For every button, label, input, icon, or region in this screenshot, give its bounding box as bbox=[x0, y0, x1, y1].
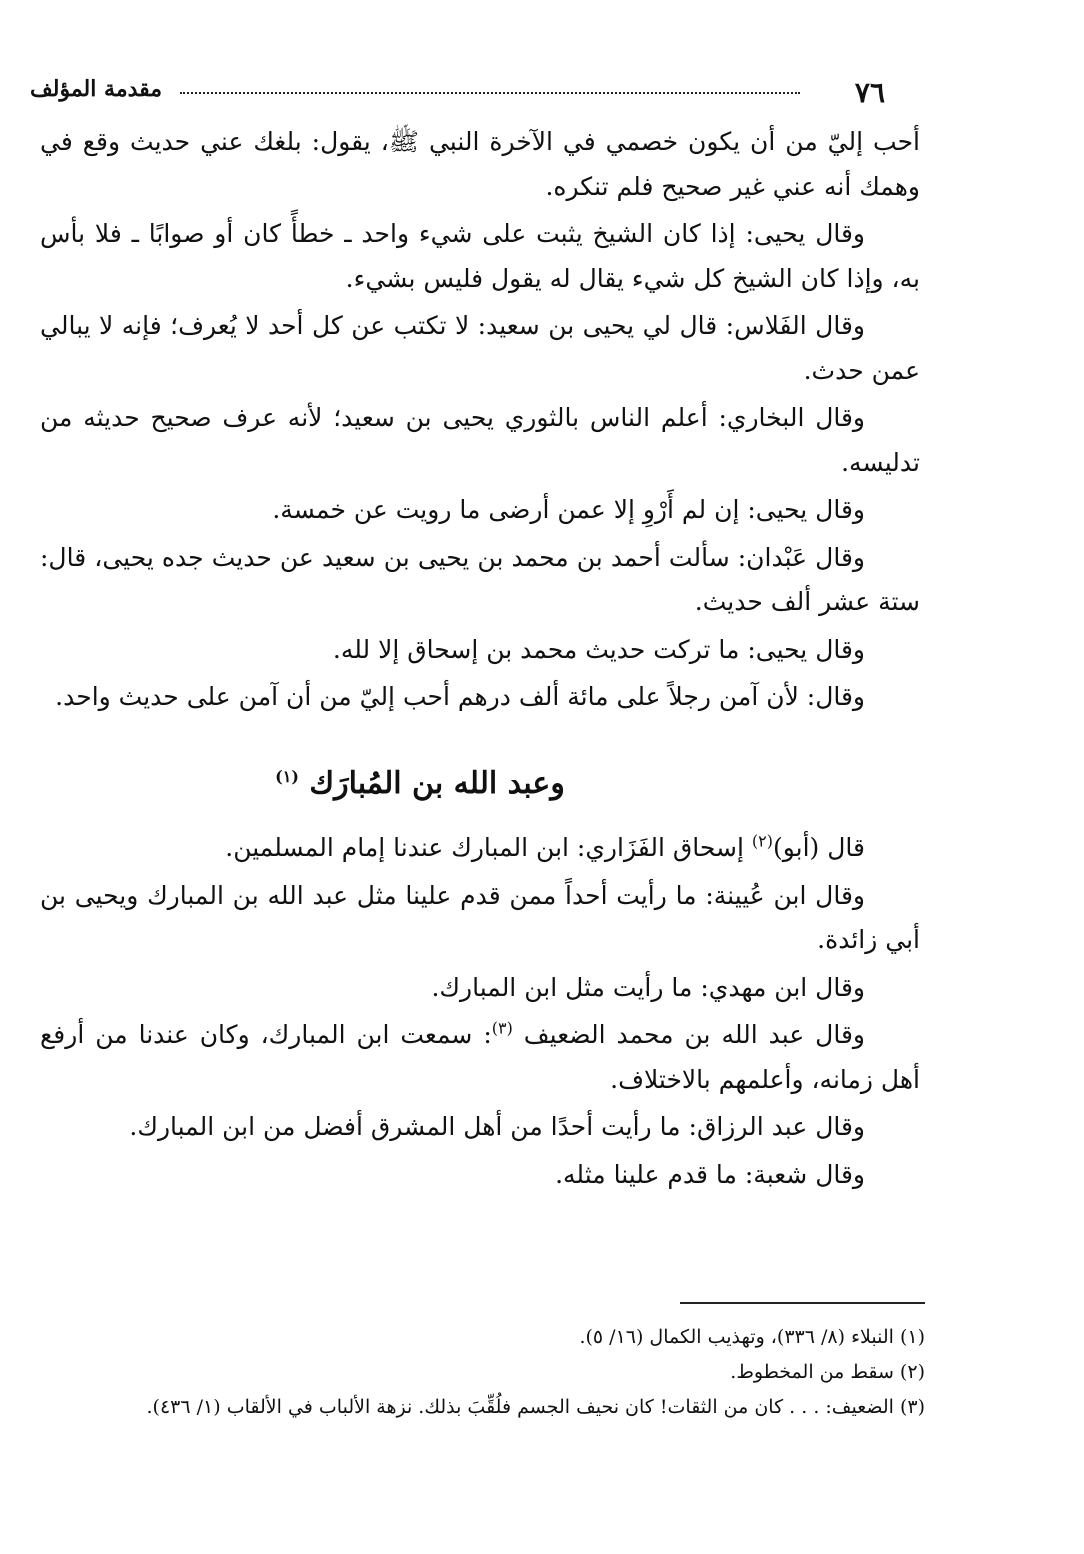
page-number: ٧٦ bbox=[854, 76, 885, 109]
page-header bbox=[30, 74, 885, 114]
paragraph-12 bbox=[40, 1013, 920, 1102]
footnote-3: (٣) الضعيف: . . . كان من الثقات! كان نحيف الجسم فلُقِّبَ بذلك. نزهة الألباب في الألقاب (١/ ٤٣٦). bbox=[146, 1396, 925, 1418]
paragraph-13: وقال عبد الرزاق: ما رأيت أحدًا من أهل المشرق أفضل من ابن المبارك. bbox=[129, 1112, 865, 1141]
paragraph-9-start: قال (أبو) bbox=[772, 833, 865, 862]
paragraph-14: وقال شعبة: ما قدم علينا مثله. bbox=[555, 1159, 865, 1189]
paragraph-8: وقال: لأن آمن رجلاً على مائة ألف درهم أحب إليّ من أن آمن على حديث واحد. bbox=[55, 682, 865, 711]
footnote-ref-3: (٣) bbox=[491, 1018, 513, 1038]
header-dotted-rule bbox=[180, 92, 800, 94]
section-heading-text: وعبد الله بن المُبارَك bbox=[309, 765, 565, 801]
paragraph-12-start: وقال عبد الله بن محمد الضعيف bbox=[512, 1020, 865, 1049]
footnote-ref-1: (١) bbox=[275, 766, 299, 786]
paragraph-9 bbox=[40, 826, 920, 871]
paragraph-7: وقال يحيى: ما تركت حديث محمد بن إسحاق إلا لله. bbox=[332, 634, 865, 664]
footnote-separator bbox=[680, 1302, 925, 1304]
paragraph-1: أحب إليّ من أن يكون خصمي في الآخرة النبي ﷺ، يقول: بلغك عني حديث وقع في وهمك أنه عني غير صحيح فلم تنكره. bbox=[40, 127, 920, 201]
paragraph-5: وقال يحيى: إن لم أَرْوِ إلا عمن أرضى ما رويت عن خمسة. bbox=[272, 495, 865, 524]
paragraph-10: وقال ابن عُيينة: ما رأيت أحداً ممن قدم علينا مثل عبد الله بن المبارك ويحيى بن أبي زائدة. bbox=[40, 880, 920, 954]
footnote-2: (٢) سقط من المخطوط. bbox=[730, 1361, 925, 1383]
section-heading bbox=[40, 762, 920, 807]
paragraph-3: وقال الفَلاس: قال لي يحيى بن سعيد: لا تكتب عن كل أحد لا يُعرف؛ فإنه لا يبالي عمن حدث. bbox=[40, 311, 920, 385]
paragraph-12-end: : سمعت ابن المبارك، وكان عندنا من أرفع أهل زمانه، وأعلمهم بالاختلاف. bbox=[40, 1020, 920, 1094]
paragraph-6: وقال عَبْدان: سألت أحمد بن محمد بن يحيى بن سعيد عن حديث جده يحيى، قال: ستة عشر ألف حديث. bbox=[40, 542, 920, 616]
paragraph-9-end: إسحاق الفَزَاري: ابن المبارك عندنا إمام المسلمين. bbox=[225, 833, 752, 862]
footnote-1: (١) النبلاء (٨/ ٣٣٦)، وتهذيب الكمال (١٦/ ٥). bbox=[579, 1326, 925, 1348]
footnote-ref-2: (٢) bbox=[751, 831, 773, 851]
paragraph-11: وقال ابن مهدي: ما رأيت مثل ابن المبارك. bbox=[431, 972, 865, 1002]
paragraph-4: وقال البخاري: أعلم الناس بالثوري يحيى بن سعيد؛ لأنه عرف صحيح حديثه من تدليسه. bbox=[40, 403, 920, 477]
main-text bbox=[40, 120, 920, 1200]
paragraph-2: وقال يحيى: إذا كان الشيخ يثبت على شيء واحد ـ خطأً كان أو صوابًا ـ فلا بأس به، وإذا كان الشيخ كل شيء يقال له يقول فليس بشيء. bbox=[40, 219, 920, 293]
footnotes bbox=[40, 1320, 925, 1425]
running-title: مقدمة المؤلف bbox=[30, 76, 163, 102]
